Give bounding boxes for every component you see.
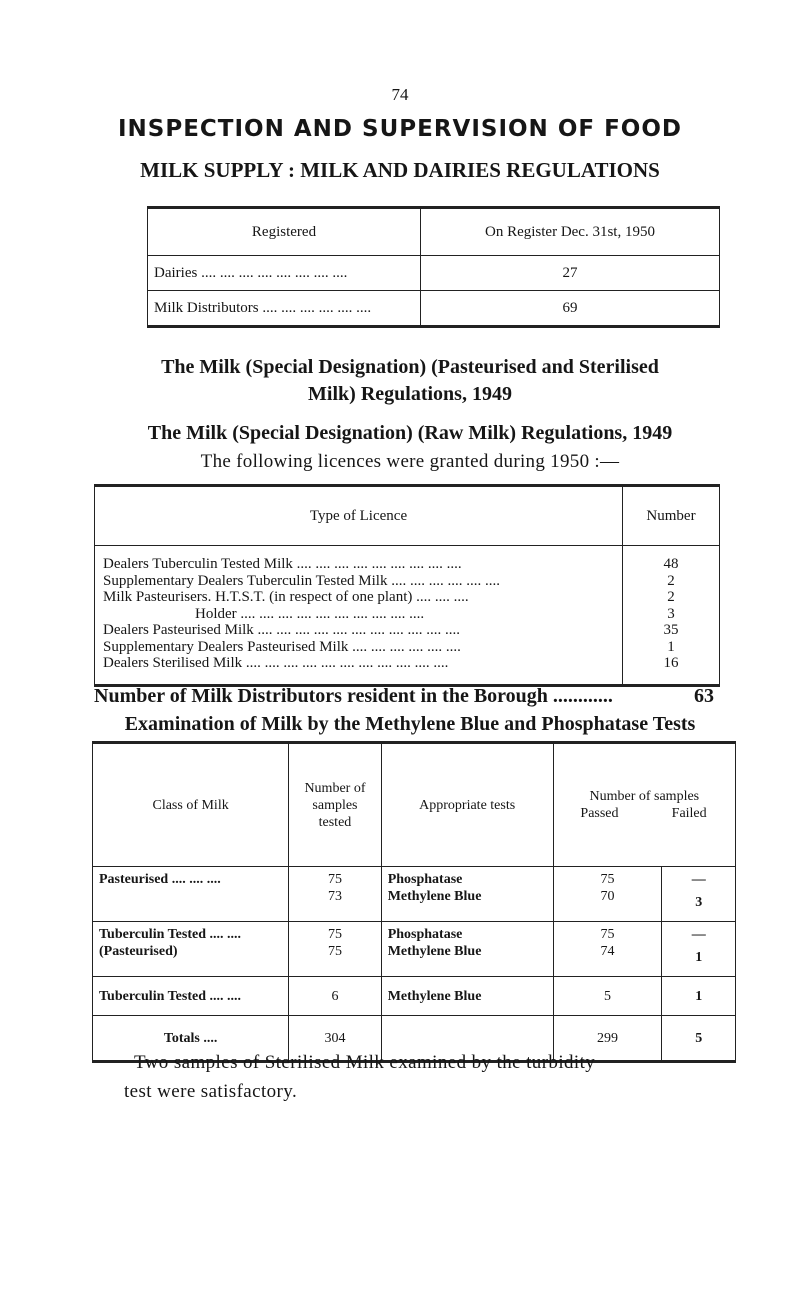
distributors-value: 63 — [694, 685, 714, 707]
passed-cell: 75 74 — [553, 922, 662, 977]
class-header: Class of Milk — [93, 743, 289, 867]
tests-cell: Phosphatase Methylene Blue — [381, 922, 553, 977]
tested-header-line: samples — [312, 797, 358, 813]
tests-cell: Phosphatase Methylene Blue — [381, 867, 553, 922]
failed-cell: 1 — [662, 977, 736, 1016]
tested-cell: 6 — [289, 977, 381, 1016]
on-register-header: On Register Dec. 31st, 1950 — [421, 208, 720, 256]
registration-row-distributors — [148, 291, 720, 327]
tests-header: Appropriate tests — [381, 743, 553, 867]
regulation-heading-1-line1: The Milk (Special Designation) (Pasteurised and Sterilised — [161, 356, 659, 378]
licence-number: 2 — [667, 589, 675, 605]
closing-note-line2: test were satisfactory. — [124, 1081, 298, 1102]
closing-note-line1: Two samples of Sterilised Milk examined by the turbidity — [134, 1052, 596, 1073]
licence-number: 1 — [667, 638, 675, 655]
samples-header — [553, 743, 735, 867]
licence-type: Supplementary Dealers Tuberculin Tested Milk .... .... .... .... .... .... — [103, 572, 500, 589]
licence-number: 3 — [667, 605, 675, 622]
section-subtitle: MILK SUPPLY : MILK AND DAIRIES REGULATIONS — [140, 158, 660, 182]
passed-cell: 5 — [553, 977, 662, 1016]
registration-value: 69 — [421, 291, 720, 327]
tested-header-line: tested — [318, 814, 352, 830]
failed-cell: — 1 — [662, 922, 736, 977]
regulation-heading-1 — [60, 354, 760, 408]
licence-type: Dealers Pasteurised Milk .... .... .... .... .... .... .... .... .... .... .... — [103, 622, 461, 638]
exam-row-pasteurised — [93, 867, 736, 922]
registration-table — [147, 206, 720, 328]
licence-type: Dealers Tuberculin Tested Milk .... .... .... .... .... .... .... .... .... — [103, 556, 462, 572]
licence-type: Dealers Sterilised Milk .... .... .... .... .... .... .... .... .... .... .... — [103, 655, 449, 671]
registration-row-dairies — [148, 256, 720, 291]
licence-type: Milk Pasteurisers. H.T.S.T. (in respect of one plant) .... .... .... — [103, 589, 469, 605]
regulation-heading-1-line2: Milk) Regulations, 1949 — [308, 383, 512, 405]
licence-number: 48 — [663, 556, 679, 572]
class-cell: Pasteurised .... .... .... — [93, 867, 289, 922]
regulation-heading-2: The Milk (Special Designation) (Raw Milk) Regulations, 1949 — [147, 422, 673, 444]
registration-label: Dairies .... .... .... .... .... .... .... .... — [148, 256, 421, 291]
class-cell: Tuberculin Tested .... .... (Pasteurised) — [93, 922, 289, 977]
licence-type-header: Type of Licence — [95, 486, 623, 546]
licence-number: 2 — [667, 572, 675, 589]
page-number: 74 — [391, 85, 409, 104]
totals-failed: 5 — [662, 1016, 736, 1062]
licence-type: Holder .... .... .... .... .... .... .... .... .... .... — [195, 605, 425, 622]
licence-number-header: Number — [623, 486, 720, 546]
failed-cell: — 3 — [662, 867, 736, 922]
examination-table — [92, 741, 736, 1063]
licence-table — [94, 484, 720, 687]
exam-header-row — [93, 743, 736, 867]
licence-types — [95, 546, 623, 686]
distributors-line — [94, 683, 714, 710]
totals-tested: 304 — [289, 1016, 381, 1062]
passed-cell: 75 70 — [553, 867, 662, 922]
licence-type: Supplementary Dealers Pasteurised Milk .... .... .... .... .... .... — [103, 638, 461, 655]
licence-number: 35 — [663, 622, 679, 638]
tested-header-line: Number of — [304, 780, 366, 796]
totals-passed: 299 — [553, 1016, 662, 1062]
tested-header — [289, 743, 381, 867]
registration-value: 27 — [421, 256, 720, 291]
closing-note — [124, 1048, 734, 1106]
registration-label: Milk Distributors .... .... .... .... .... .... — [148, 291, 421, 327]
examination-heading: Examination of Milk by the Methylene Blue and Phosphatase Tests — [124, 713, 696, 735]
totals-label: Totals .... — [93, 1016, 289, 1062]
tested-cell: 75 75 — [289, 922, 381, 977]
registration-header-row — [148, 208, 720, 256]
exam-row-tuberculin — [93, 977, 736, 1016]
samples-header-line: Number of samples — [589, 789, 700, 804]
licence-number: 16 — [663, 655, 679, 671]
licence-body — [95, 546, 720, 686]
tests-cell: Methylene Blue — [381, 977, 553, 1016]
licence-numbers — [623, 546, 720, 686]
licence-header-row — [95, 486, 720, 546]
exam-row-tuberculin-pasteurised — [93, 922, 736, 977]
tested-cell: 75 73 — [289, 867, 381, 922]
failed-header: Failed — [671, 806, 707, 821]
samples-subheaders — [555, 805, 734, 822]
licences-intro: The following licences were granted during 1950 :— — [200, 451, 620, 472]
distributors-label: Number of Milk Distributors resident in the Borough ............ — [94, 685, 613, 707]
class-cell: Tuberculin Tested .... .... — [93, 977, 289, 1016]
page-title: INSPECTION AND SUPERVISION OF FOOD — [117, 116, 682, 142]
registered-header: Registered — [148, 208, 421, 256]
passed-header: Passed — [580, 806, 619, 821]
